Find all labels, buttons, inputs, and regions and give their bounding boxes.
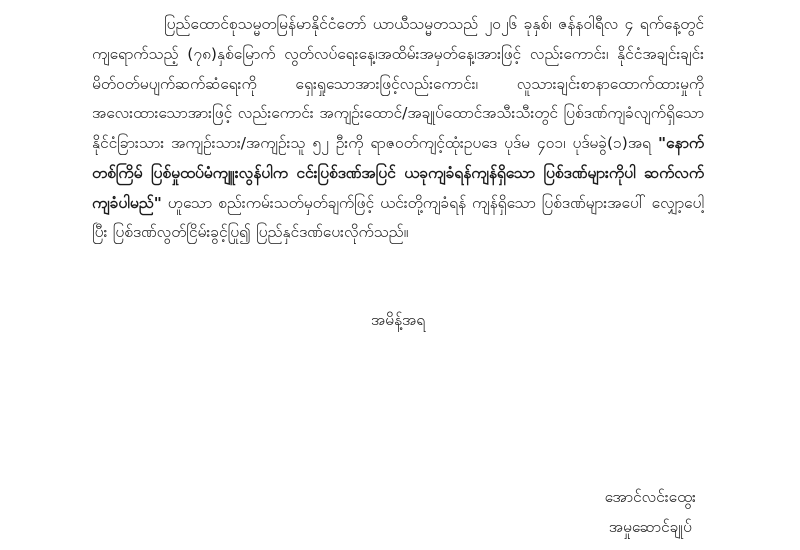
signatory-block <box>605 482 696 542</box>
authority-block <box>92 306 704 335</box>
document-body <box>92 10 704 248</box>
paragraph-part-one: ပြည်ထောင်စုသမ္မတမြန်မာနိုင်ငံတော် ယာယီသမ္မတသည် ၂၀၂၆ ခုနှစ်၊ ဇန်နဝါရီလ ၄ ရက်နေ့တွင် ကျရောက်သည့် (၇၈)နှစ်မြောက် လွတ်လပ်ရေးနေ့၊အထိမ်းအမှတ်နေ့၊အားဖြင့် လည်းကောင်း၊ နိုင်ငံအချင်းချင်းမိတ်ဝတ်မပျက်ဆက်ဆံရေးကို ရှေးရှုသောအားဖြင့်လည်းကောင်း၊ လူသားချင်းစာနာထောက်ထားမှုကို အလေးထားသောအားဖြင့် လည်းကောင်း အကျဉ်းထောင်/အချုပ်ထောင်အသီးသီးတွင် ပြစ်ဒဏ်ကျခံလျက်ရှိသော နိုင်ငံခြားသား အကျဉ်းသား/အကျဉ်းသူ ၅၂ ဦးကို ရာဇဝတ်ကျင့်ထုံးဥပဒေ ပုဒ်မ ၄၀၁၊ ပုဒ်မခွဲ(၁)အရ <box>92 15 704 152</box>
authority-line: အမိန့်အရ <box>370 311 426 329</box>
signatory-title: အမှုဆောင်ချုပ် <box>608 517 692 536</box>
paragraph-quoted-condition: "နောက်တစ်ကြိမ် ပြစ်မှုထပ်မံကျူးလွန်ပါက ငင်းပြစ်ဒဏ်အပြင် ယခုကျခံရန်ကျန်ရှိသော ပြစ်ဒဏ်များကိုပါ ဆက်လက်ကျခံပါမည်" <box>92 134 704 212</box>
paragraph-part-two: ဟူသော စည်းကမ်းသတ်မှတ်ချက်ဖြင့် ယင်းတို့ကျခံရန် ကျန်ရှိသော ပြစ်ဒဏ်များအပေါ် လျှော့ပေါ့ပြီး ပြစ်ဒဏ်လွတ်ငြိမ်းခွင့်ပြု၍ ပြည်နှင်ဒဏ်ပေးလိုက်သည်။ <box>92 193 704 242</box>
signatory-name: အောင်လင်းထွေး <box>604 487 696 506</box>
order-paragraph <box>92 10 704 248</box>
